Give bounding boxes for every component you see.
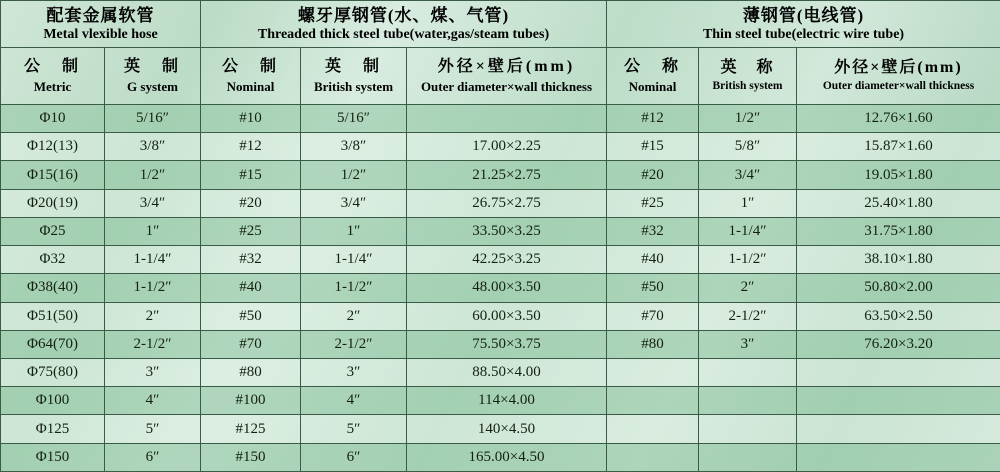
table-cell: 140×4.50 xyxy=(407,415,607,443)
table-cell: 63.50×2.50 xyxy=(797,302,1000,330)
table-cell: 5″ xyxy=(105,415,201,443)
table-cell: #25 xyxy=(201,217,301,245)
table-cell: Φ150 xyxy=(1,443,105,471)
table-cell: Φ25 xyxy=(1,217,105,245)
table-cell: 50.80×2.00 xyxy=(797,274,1000,302)
column-header-british-system-thick xyxy=(301,48,407,105)
table-cell: Φ20(19) xyxy=(1,189,105,217)
table-cell: 48.00×3.50 xyxy=(407,274,607,302)
table-cell: 1-1/2″ xyxy=(105,274,201,302)
table-cell: Φ15(16) xyxy=(1,161,105,189)
table-cell xyxy=(797,358,1000,386)
table-cell: #50 xyxy=(201,302,301,330)
table-cell: #32 xyxy=(607,217,699,245)
table-cell xyxy=(797,387,1000,415)
column-title-en: British system xyxy=(313,79,394,95)
table-cell xyxy=(797,443,1000,471)
table-cell: #80 xyxy=(201,358,301,386)
table-cell: #12 xyxy=(607,105,699,133)
table-cell: 19.05×1.80 xyxy=(797,161,1000,189)
table-cell xyxy=(699,443,797,471)
table-cell: #12 xyxy=(201,133,301,161)
table-body xyxy=(1,105,1000,472)
column-header-nominal-thick xyxy=(201,48,301,105)
table-cell: 4″ xyxy=(105,387,201,415)
column-title-cn: 外径×壁后(mm) xyxy=(437,58,576,76)
table-cell: Φ75(80) xyxy=(1,358,105,386)
table-cell: #50 xyxy=(607,274,699,302)
group-title-en: Threaded thick steel tube(water,gas/steam tubes) xyxy=(257,26,550,42)
table-cell: Φ38(40) xyxy=(1,274,105,302)
table-cell: Φ12(13) xyxy=(1,133,105,161)
column-title-cn: 外径×壁后(mm) xyxy=(834,59,963,77)
column-title-en: Nominal xyxy=(628,79,677,95)
table-row xyxy=(1,387,1000,415)
table-cell: 31.75×1.80 xyxy=(797,217,1000,245)
table-header xyxy=(1,1,1000,105)
table-cell xyxy=(699,387,797,415)
table-cell: 2″ xyxy=(301,302,407,330)
table-cell: 1-1/2″ xyxy=(699,246,797,274)
table-cell xyxy=(607,358,699,386)
table-cell: 15.87×1.60 xyxy=(797,133,1000,161)
table-cell: 2″ xyxy=(105,302,201,330)
table-row xyxy=(1,217,1000,245)
table-cell: 1″ xyxy=(699,189,797,217)
column-title-en: Nominal xyxy=(226,79,275,95)
table-cell: 1/2″ xyxy=(301,161,407,189)
group-header-row xyxy=(1,1,1000,48)
table-cell: 3/4″ xyxy=(105,189,201,217)
group-header-thin-steel-tube xyxy=(607,1,1000,48)
table-cell: #15 xyxy=(201,161,301,189)
column-title-en: Outer diameter×wall thickness xyxy=(822,80,975,93)
table-cell: #80 xyxy=(607,330,699,358)
table-cell: #15 xyxy=(607,133,699,161)
table-cell: Φ10 xyxy=(1,105,105,133)
table-cell: 12.76×1.60 xyxy=(797,105,1000,133)
column-title-cn: 英 制 xyxy=(123,58,181,76)
table-cell: #150 xyxy=(201,443,301,471)
column-header-row xyxy=(1,48,1000,105)
table-cell: #25 xyxy=(607,189,699,217)
table-cell: 2″ xyxy=(699,274,797,302)
table-row xyxy=(1,358,1000,386)
table-cell: 114×4.00 xyxy=(407,387,607,415)
table-cell: 76.20×3.20 xyxy=(797,330,1000,358)
table-row xyxy=(1,105,1000,133)
table-cell: #40 xyxy=(607,246,699,274)
table-cell: Φ125 xyxy=(1,415,105,443)
column-title-cn: 公 制 xyxy=(221,58,279,76)
column-title-en: G system xyxy=(127,79,178,95)
group-title-cn: 螺牙厚钢管(水、煤、气管) xyxy=(297,5,510,25)
table-cell: 17.00×2.25 xyxy=(407,133,607,161)
column-title-cn: 英 制 xyxy=(324,58,382,76)
group-title-en: Metal vlexible hose xyxy=(43,26,158,42)
table-row xyxy=(1,443,1000,471)
group-title-en: Thin steel tube(electric wire tube) xyxy=(702,26,905,42)
table-cell: 6″ xyxy=(301,443,407,471)
column-title-cn: 公 制 xyxy=(23,58,81,76)
table-cell: #70 xyxy=(201,330,301,358)
table-cell: 3/4″ xyxy=(301,189,407,217)
table-cell: #20 xyxy=(201,189,301,217)
table-row xyxy=(1,189,1000,217)
table-cell: 1-1/4″ xyxy=(699,217,797,245)
table-cell: 2-1/2″ xyxy=(105,330,201,358)
table-cell: 5/16″ xyxy=(105,105,201,133)
table-cell: 21.25×2.75 xyxy=(407,161,607,189)
table-cell: 1-1/2″ xyxy=(301,274,407,302)
table-cell xyxy=(407,105,607,133)
column-title-en: Outer diameter×wall thickness xyxy=(420,79,593,95)
table-cell: Φ32 xyxy=(1,246,105,274)
table-cell: 5/16″ xyxy=(301,105,407,133)
table-cell xyxy=(699,358,797,386)
table-cell: #20 xyxy=(607,161,699,189)
table-cell: 4″ xyxy=(301,387,407,415)
table-cell: 75.50×3.75 xyxy=(407,330,607,358)
group-header-metal-flexible-hose xyxy=(1,1,201,48)
table-cell xyxy=(607,387,699,415)
table-cell: 42.25×3.25 xyxy=(407,246,607,274)
table-cell: 1-1/4″ xyxy=(301,246,407,274)
table-cell: 5″ xyxy=(301,415,407,443)
column-header-nominal-thin xyxy=(607,48,699,105)
table-cell: 2-1/2″ xyxy=(301,330,407,358)
table-cell: Φ51(50) xyxy=(1,302,105,330)
table-cell xyxy=(607,415,699,443)
table-row xyxy=(1,330,1000,358)
table-cell: 3/8″ xyxy=(301,133,407,161)
column-title-cn: 公 称 xyxy=(623,58,681,76)
table-cell: 33.50×3.25 xyxy=(407,217,607,245)
column-header-outer-diameter-thick xyxy=(407,48,607,105)
table-cell: #10 xyxy=(201,105,301,133)
table-row xyxy=(1,274,1000,302)
table-cell xyxy=(699,415,797,443)
table-row xyxy=(1,302,1000,330)
table-row xyxy=(1,161,1000,189)
table-cell xyxy=(797,415,1000,443)
group-header-threaded-thick-steel-tube xyxy=(201,1,607,48)
table-cell: 3/4″ xyxy=(699,161,797,189)
table-cell: 3″ xyxy=(301,358,407,386)
column-title-en: Metric xyxy=(33,79,72,95)
table-cell: #125 xyxy=(201,415,301,443)
table-cell: 38.10×1.80 xyxy=(797,246,1000,274)
table-row xyxy=(1,133,1000,161)
table-cell: 1/2″ xyxy=(699,105,797,133)
table-cell: #40 xyxy=(201,274,301,302)
group-title-cn: 配套金属软管 xyxy=(46,5,155,25)
table-cell: 1″ xyxy=(301,217,407,245)
table-cell xyxy=(607,443,699,471)
table-row xyxy=(1,415,1000,443)
column-header-outer-diameter-thin xyxy=(797,48,1000,105)
table-cell: 3″ xyxy=(105,358,201,386)
column-title-en: British system xyxy=(712,80,783,93)
column-header-metric xyxy=(1,48,105,105)
table-cell: Φ100 xyxy=(1,387,105,415)
group-title-cn: 薄钢管(电线管) xyxy=(742,5,865,25)
table-cell: 3/8″ xyxy=(105,133,201,161)
column-header-g-system xyxy=(105,48,201,105)
table-cell: 3″ xyxy=(699,330,797,358)
table-cell: 60.00×3.50 xyxy=(407,302,607,330)
table-cell: 6″ xyxy=(105,443,201,471)
table-cell: 5/8″ xyxy=(699,133,797,161)
table-cell: 1/2″ xyxy=(105,161,201,189)
table-row xyxy=(1,246,1000,274)
table-cell: 165.00×4.50 xyxy=(407,443,607,471)
table-cell: 26.75×2.75 xyxy=(407,189,607,217)
table-cell: 2-1/2″ xyxy=(699,302,797,330)
table-cell: #32 xyxy=(201,246,301,274)
table-cell: 88.50×4.00 xyxy=(407,358,607,386)
column-header-british-system-thin xyxy=(699,48,797,105)
table-cell: 1-1/4″ xyxy=(105,246,201,274)
table-cell: #70 xyxy=(607,302,699,330)
table-cell: #100 xyxy=(201,387,301,415)
table-cell: Φ64(70) xyxy=(1,330,105,358)
table-cell: 1″ xyxy=(105,217,201,245)
column-title-cn: 英 称 xyxy=(720,59,775,77)
table-cell: 25.40×1.80 xyxy=(797,189,1000,217)
